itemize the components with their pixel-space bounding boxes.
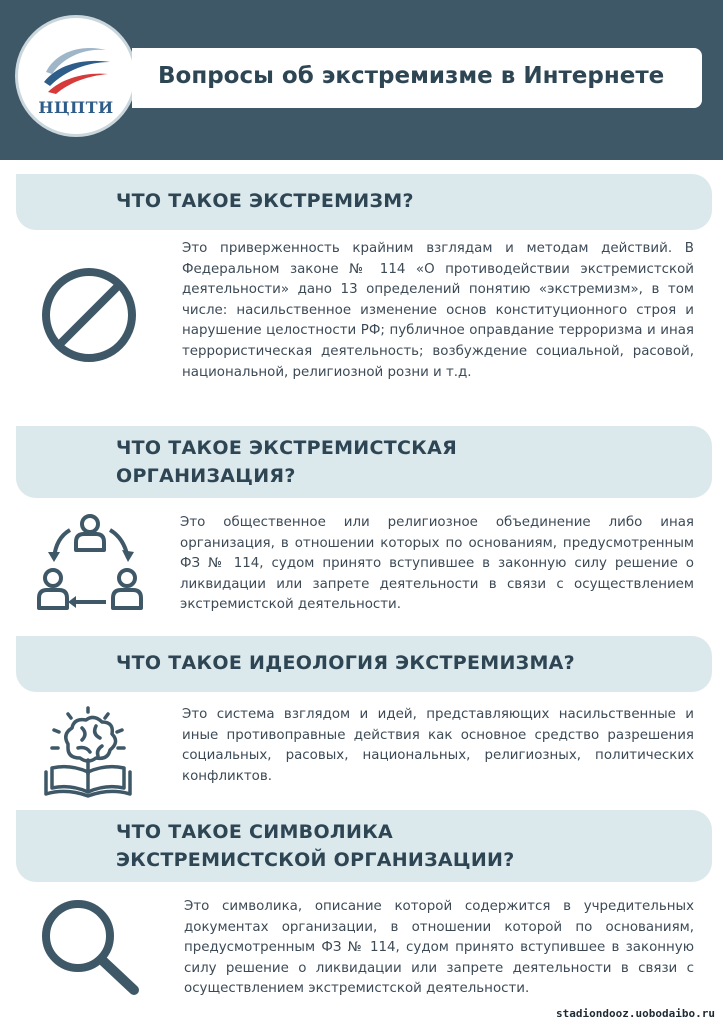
answer-2: Это общественное или религиозное объединение либо иная организация, в отношении которых по основаниям, предусмотренным ФЗ № 114, судом принято вступившее в законную силу решение о ликвидации или запрете деятельности в связи с осуществлением экстремистской деятельности. — [180, 515, 694, 613]
answer-1: Это приверженность крайним взглядам и методам действий. В Федеральном законе № 114 «О противодействии экстремистской деятельности» дано 13 определений понятию «экстремизм», в том числе: насильственное изменение основ конституционного строя и нарушение целостности РФ; публичное оправдание терроризма и иная террористическая деятельность; возбуждение социальной, расовой, национальной, религиозной розни и т.д. — [182, 241, 694, 380]
brain-book-icon — [38, 704, 138, 800]
question-3: ЧТО ТАКОЕ ИДЕОЛОГИЯ ЭКСТРЕМИЗМА? — [116, 652, 575, 674]
prohibition-icon — [40, 266, 138, 364]
question-1: ЧТО ТАКОЕ ЭКСТРЕМИЗМ? — [116, 190, 414, 212]
question-bar-3 — [16, 636, 712, 692]
logo-swoosh-icon — [36, 32, 116, 98]
answer-3: Это система взглядом и идей, представляющих насильственные и иные противоправные действия как основное средство разрешения социальных, расовых, национальных, религиозных, политических конфликтов. — [182, 707, 694, 784]
page-title: Вопросы об экстремизме в Интернете — [158, 63, 665, 89]
question-bar-1 — [16, 174, 712, 230]
magnifier-icon — [38, 896, 144, 996]
question-bar-2 — [16, 426, 712, 498]
title-box — [132, 48, 702, 108]
header-banner — [0, 0, 723, 160]
logo — [18, 18, 134, 134]
people-cycle-icon — [36, 512, 144, 616]
question-2-line-2: ОРГАНИЗАЦИЯ? — [116, 465, 296, 487]
question-bar-4 — [16, 810, 712, 882]
question-2-line-1: ЧТО ТАКОЕ ЭКСТРЕМИСТСКАЯ — [116, 437, 458, 459]
question-4-line-1: ЧТО ТАКОЕ СИМВОЛИКА — [116, 821, 394, 843]
answer-4: Это символика, описание которой содержится в учредительных документах организации, в отношении которой по основаниям, предусмотренным ФЗ № 114, судом принято вступившее в законную силу решение о ликвидации или запрете деятельности в связи с осуществлением экстремистской деятельности. — [184, 899, 694, 997]
watermark: stadiondooz.uobodaibo.ru — [556, 1007, 715, 1020]
logo-text: НЦПТИ — [38, 98, 114, 117]
question-4-line-2: ЭКСТРЕМИСТСКОЙ ОРГАНИЗАЦИИ? — [116, 849, 515, 871]
